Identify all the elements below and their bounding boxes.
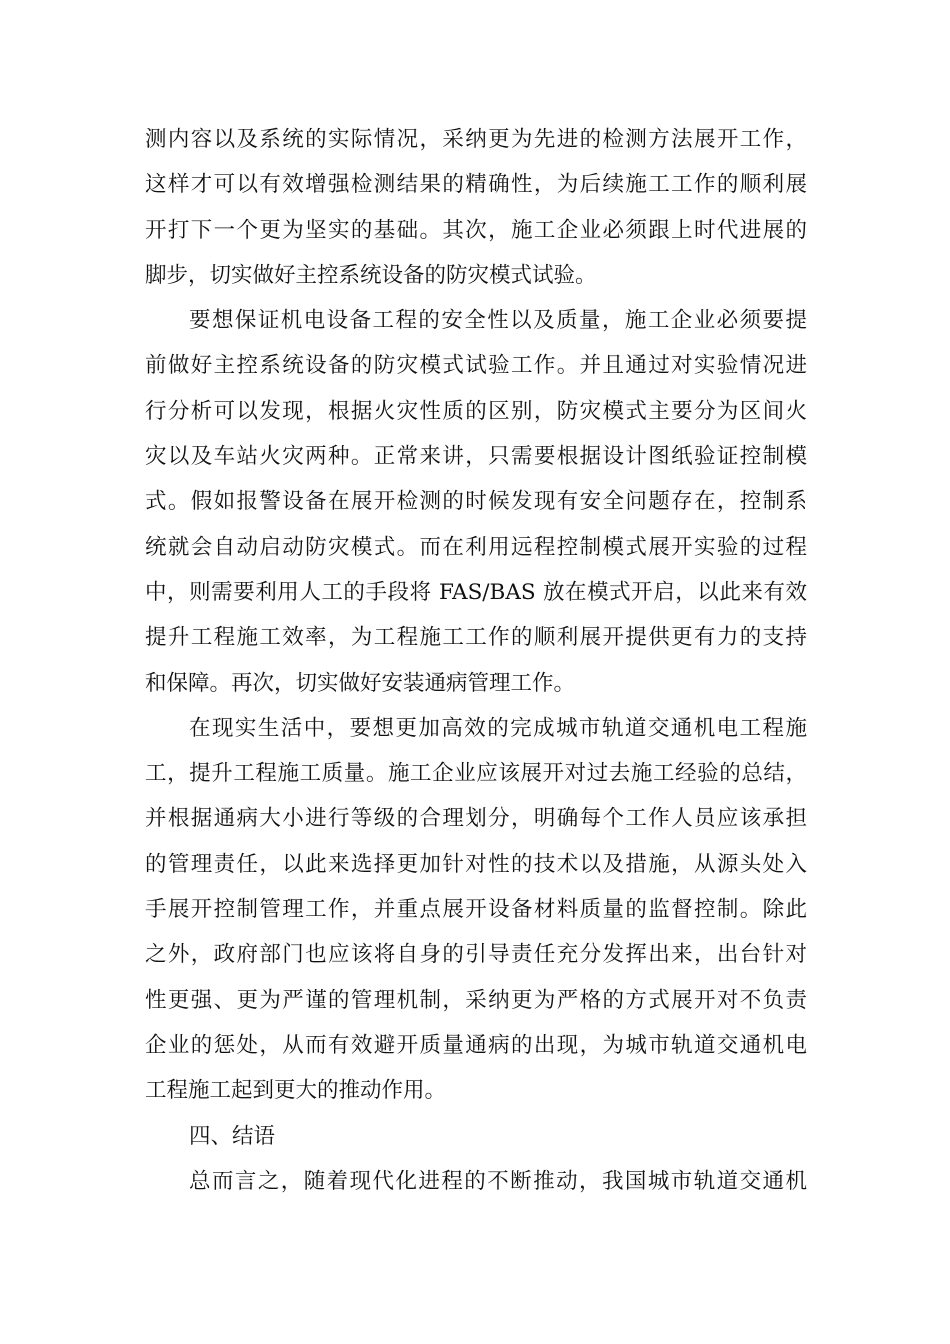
paragraph-line: 开打下一个更为坚实的基础。其次，施工企业必须跟上时代进展的 bbox=[145, 217, 807, 243]
paragraph-line: 中，则需要利用人工的手段将 FAS/BAS 放在模式开启，以此来有效 bbox=[145, 579, 807, 605]
paragraph-line: 灾以及车站火灾两种。正常来讲，只需要根据设计图纸验证控制模 bbox=[145, 444, 807, 470]
paragraph-line: 式。假如报警设备在展开检测的时候发现有安全问题存在，控制系 bbox=[145, 489, 807, 515]
paragraph-line: 在现实生活中，要想更加高效的完成城市轨道交通机电工程施 bbox=[189, 715, 807, 741]
paragraph-line: 行分析可以发现，根据火灾性质的区别，防灾模式主要分为区间火 bbox=[145, 398, 807, 424]
section-heading: 四、结语 bbox=[189, 1123, 276, 1149]
paragraph-line: 总而言之，随着现代化进程的不断推动，我国城市轨道交通机 bbox=[189, 1168, 807, 1194]
paragraph-line: 统就会自动启动防灾模式。而在利用远程控制模式展开实验的过程 bbox=[145, 534, 807, 560]
paragraph-line: 测内容以及系统的实际情况，采纳更为先进的检测方法展开工作， bbox=[145, 127, 807, 152]
paragraph-line: 之外，政府部门也应该将自身的引导责任充分发挥出来，出台针对 bbox=[145, 942, 807, 968]
paragraph-line: 工，提升工程施工质量。施工企业应该展开对过去施工经验的总结， bbox=[145, 761, 807, 787]
paragraph-line: 前做好主控系统设备的防灾模式试验工作。并且通过对实验情况进 bbox=[145, 353, 807, 379]
paragraph-line: 的管理责任，以此来选择更加针对性的技术以及措施，从源头处入 bbox=[145, 851, 807, 877]
paragraph-line: 工程施工起到更大的推动作用。 bbox=[145, 1078, 447, 1104]
paragraph-line: 并根据通病大小进行等级的合理划分，明确每个工作人员应该承担 bbox=[145, 806, 807, 832]
paragraph-line: 这样才可以有效增强检测结果的精确性，为后续施工工作的顺利展 bbox=[145, 172, 807, 198]
paragraph-line: 要想保证机电设备工程的安全性以及质量，施工企业必须要提 bbox=[189, 308, 807, 334]
paragraph-line: 手展开控制管理工作，并重点展开设备材料质量的监督控制。除此 bbox=[145, 897, 807, 923]
paragraph-line: 和保障。再次，切实做好安装通病管理工作。 bbox=[145, 670, 576, 696]
paragraph-line: 提升工程施工效率，为工程施工工作的顺利展开提供更有力的支持 bbox=[145, 625, 807, 651]
paragraph-line: 脚步，切实做好主控系统设备的防灾模式试验。 bbox=[145, 262, 597, 288]
paragraph-line: 企业的惩处，从而有效避开质量通病的出现，为城市轨道交通机电 bbox=[145, 1032, 807, 1058]
paragraph-line: 性更强、更为严谨的管理机制，采纳更为严格的方式展开对不负责 bbox=[145, 987, 807, 1013]
document-body bbox=[145, 117, 807, 1204]
